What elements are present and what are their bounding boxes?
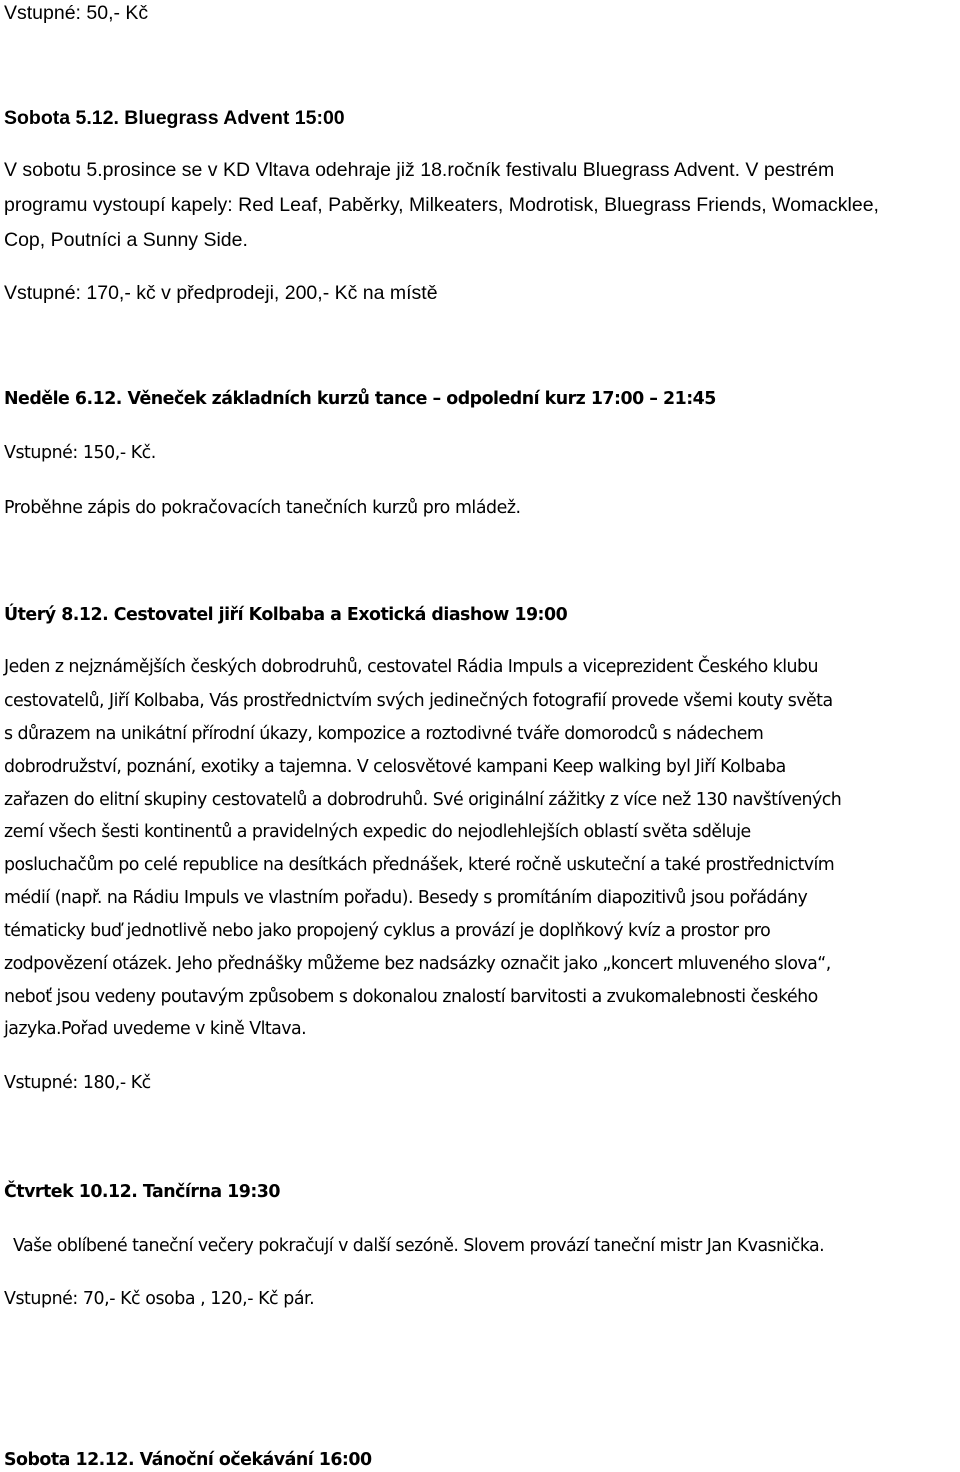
event-description-line: Proběhne zápis do pokračovacích tanečních kurzů pro mládež. (4, 498, 521, 518)
event-description-line: Cop, Poutníci a Sunny Side. (4, 229, 248, 251)
admission-previous-event: Vstupné: 50,- Kč (4, 2, 149, 24)
admission-tancirna: Vstupné: 70,- Kč osoba , 120,- Kč pár. (4, 1289, 315, 1309)
event-description-line: posluchačům po celé republice na desítkách přednášek, které ročně uskuteční a také prostřednictvím (4, 855, 835, 875)
event-description-line: Vaše oblíbené taneční večery pokračují v další sezóně. Slovem provází taneční mistr Jan Kvasnička. (13, 1236, 825, 1256)
event-description-line: zařazen do elitní skupiny cestovatelů a dobrodruhů. Své originální zážitky z více než 130 navštívených (4, 790, 842, 810)
admission-venecek: Vstupné: 150,- Kč. (4, 443, 156, 463)
event-description-line: tématicky buď jednotlivě nebo jako propojený cyklus a provází je doplňkový kvíz a prostor pro (4, 921, 771, 941)
event-heading-bluegrass-advent: Sobota 5.12. Bluegrass Advent 15:00 (4, 107, 345, 129)
admission-kolbaba: Vstupné: 180,- Kč (4, 1073, 151, 1093)
event-description-line: Jeden z nejznámějších českých dobrodruhů, cestovatel Rádia Impuls a viceprezident Českého klubu (4, 657, 818, 677)
event-description-line: zodpovězení otázek. Jeho přednášky můžeme bez nadsázky označit jako „koncert mluveného slova“, (4, 954, 831, 974)
event-description-line: dobrodružství, poznání, exotiky a tajemna. V celosvětové kampani Keep walking byl Jiří Kolbaba (4, 757, 786, 777)
event-description-line: programu vystoupí kapely: Red Leaf, Paběrky, Milkeaters, Modrotisk, Bluegrass Friends, Womacklee, (4, 194, 879, 216)
event-heading-vanocni-ocekavani: Sobota 12.12. Vánoční očekávání 16:00 (4, 1450, 372, 1470)
event-heading-venecek: Neděle 6.12. Věneček základních kurzů tance – odpolední kurz 17:00 – 21:45 (4, 389, 716, 409)
event-description-line: cestovatelů, Jiří Kolbaba, Vás prostřednictvím svých jedinečných fotografií provede všemi kouty světa (4, 691, 833, 711)
event-description-line: médií (např. na Rádiu Impuls ve vlastním pořadu). Besedy s promítáním diapozitivů jsou pořádány (4, 888, 808, 908)
event-heading-kolbaba: Úterý 8.12. Cestovatel jiří Kolbaba a Exotická diashow 19:00 (4, 605, 568, 625)
admission-bluegrass-advent: Vstupné: 170,- kč v předprodeji, 200,- Kč na místě (4, 282, 438, 304)
event-description-line: V sobotu 5.prosince se v KD Vltava odehraje již 18.ročník festivalu Bluegrass Advent. V pestrém (4, 159, 835, 181)
event-description-line: zemí všech šesti kontinentů a pravidelných expedic do nejodlehlejších oblastí světa sděluje (4, 822, 751, 842)
event-description-line: neboť jsou vedeny poutavým způsobem s dokonalou znalostí barvitosti a zvukomalebnosti českého (4, 987, 818, 1007)
event-description-line: s důrazem na unikátní přírodní úkazy, kompozice a roztodivné tváře domorodců s nádechem (4, 724, 764, 744)
event-description-line: jazyka.Pořad uvedeme v kině Vltava. (4, 1019, 307, 1039)
event-heading-tancirna: Čtvrtek 10.12. Tančírna 19:30 (4, 1182, 280, 1202)
